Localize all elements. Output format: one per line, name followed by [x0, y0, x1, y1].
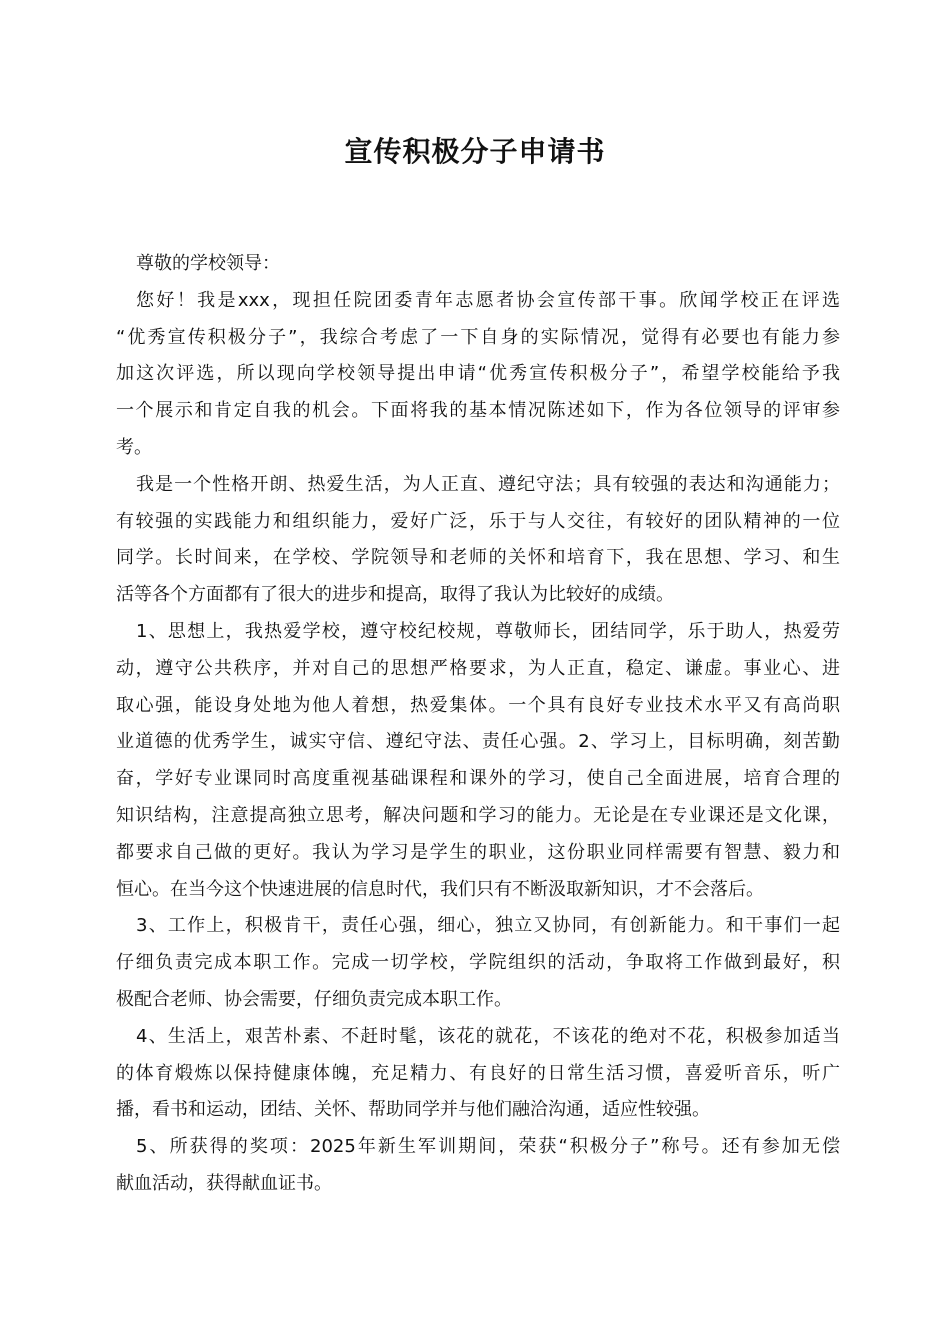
text-line: 考。	[116, 436, 152, 458]
text-line: 尊敬的学校领导：	[136, 253, 280, 274]
text-line: 动，遵守公共秩序，并对自己的思想严格要求，为人正直，稳定、谦虚。事业心、进	[116, 657, 840, 679]
text-line: 都要求自己做的更好。我认为学习是学生的职业，这份职业同样需要有智慧、毅力和	[116, 841, 840, 863]
text-line: 4、生活上，艰苦朴素、不赶时髦，该花的就花，不该花的绝对不花，积极参加适当	[136, 1025, 840, 1047]
document-body	[116, 246, 840, 1203]
document-title: 宣传积极分子申请书	[344, 135, 606, 168]
text-line: 1、思想上，我热爱学校，遵守校纪校规，尊敬师长，团结同学，乐于助人，热爱劳	[136, 620, 840, 642]
text-line: 恒心。在当今这个快速进展的信息时代，我们只有不断汲取新知识，才不会落后。	[116, 878, 764, 900]
text-line: 3、工作上，积极肯干，责任心强，细心，独立又协同，有创新能力。和干事们一起	[136, 915, 840, 937]
text-line: 献血活动，获得献血证书。	[116, 1172, 332, 1194]
text-line: 奋，学好专业课同时高度重视基础课程和课外的学习，使自己全面进展，培育合理的	[116, 768, 840, 790]
text-line: 我是一个性格开朗、热爱生活，为人正直、遵纪守法；具有较强的表达和沟通能力；	[136, 473, 840, 495]
text-line: 取心强，能设身处地为他人着想，热爱集体。一个具有良好专业技术水平又有高尚职	[116, 694, 840, 716]
text-line: 加这次评选，所以现向学校领导提出申请“优秀宣传积极分子”，希望学校能给予我	[116, 363, 840, 385]
text-line: 播，看书和运动，团结、关怀、帮助同学并与他们融洽沟通，适应性较强。	[116, 1099, 710, 1121]
text-line: 有较强的实践能力和组织能力，爱好广泛，乐于与人交往，有较好的团队精神的一位	[116, 510, 840, 532]
text-line: 活等各个方面都有了很大的进步和提高，取得了我认为比较好的成绩。	[116, 584, 674, 606]
text-line: 您好！我是xxx，现担任院团委青年志愿者协会宣传部干事。欣闻学校正在评选	[136, 289, 840, 311]
text-line: “优秀宣传积极分子”，我综合考虑了一下自身的实际情况，觉得有必要也有能力参	[116, 326, 840, 348]
text-line: 业道德的优秀学生，诚实守信、遵纪守法、责任心强。2、学习上，目标明确，刻苦勤	[116, 731, 840, 753]
text-line: 同学。长时间来，在学校、学院领导和老师的关怀和培育下，我在思想、学习、和生	[116, 547, 840, 569]
text-line: 5、所获得的奖项：2025年新生军训期间，荣获“积极分子”称号。还有参加无偿	[136, 1136, 840, 1158]
text-line: 极配合老师、协会需要，仔细负责完成本职工作。	[116, 988, 512, 1010]
text-line: 一个展示和肯定自我的机会。下面将我的基本情况陈述如下，作为各位领导的评审参	[116, 400, 840, 422]
text-line: 仔细负责完成本职工作。完成一切学校，学院组织的活动，争取将工作做到最好，积	[116, 952, 840, 974]
text-line: 知识结构，注意提高独立思考，解决问题和学习的能力。无论是在专业课还是文化课，	[116, 804, 840, 826]
text-line: 的体育煅炼以保持健康体魄，充足精力、有良好的日常生活习惯，喜爱听音乐，听广	[116, 1062, 840, 1084]
